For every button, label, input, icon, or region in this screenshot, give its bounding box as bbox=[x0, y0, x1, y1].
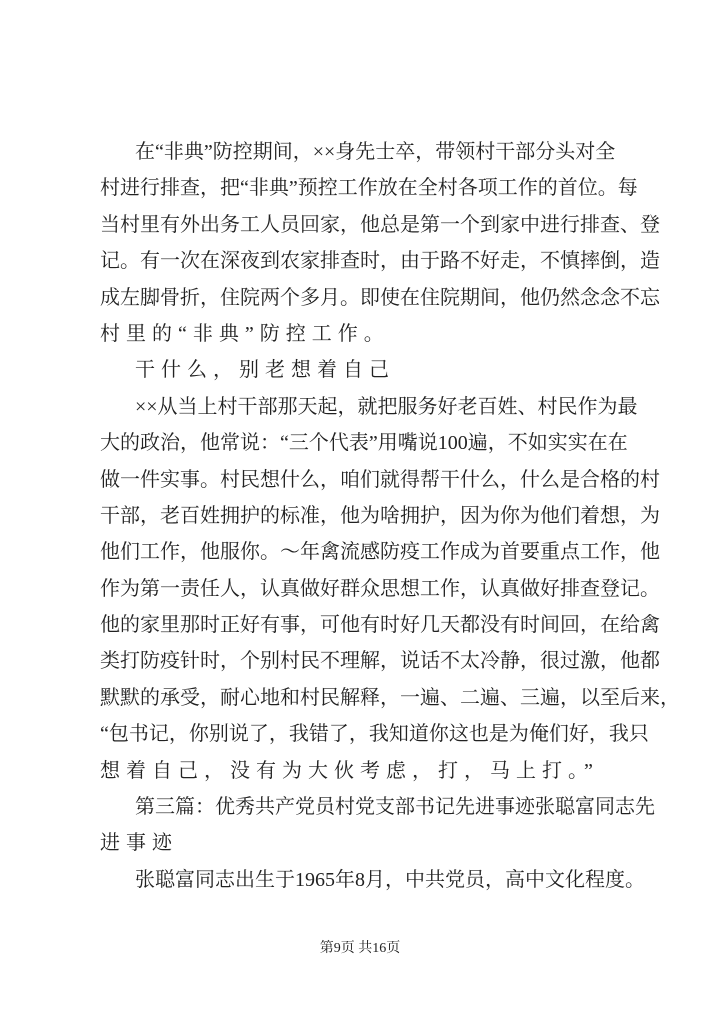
text-line: 张聪富同志出生于1965年8月，中共党员，高中文化程度。 bbox=[135, 868, 645, 891]
text-line: 做一件实事。村民想什么，咱们就得帮干什么，什么是合格的村 bbox=[100, 468, 660, 491]
text-line: 进事迹 bbox=[100, 832, 178, 855]
text-line: 干什么，别老想着自己 bbox=[135, 359, 395, 382]
document-body bbox=[100, 134, 680, 898]
text-line: 当村里有外出务工人员回家，他总是第一个到家中进行排查、登 bbox=[100, 213, 660, 236]
text-line: 他们工作，他服你。～年禽流感防疫工作成为首要重点工作，他 bbox=[100, 541, 660, 564]
text-line: 干部，老百姓拥护的标准，他为啥拥护，因为你为他们着想，为 bbox=[100, 504, 660, 527]
text-line: 第三篇：优秀共产党员村党支部书记先进事迹张聪富同志先 bbox=[135, 796, 655, 819]
text-line: 在“非典”防控期间，××身先士卒，带领村干部分头对全 bbox=[135, 141, 616, 163]
text-line: ××从当上村干部那天起，就把服务好老百姓、村民作为最 bbox=[135, 395, 638, 418]
text-line: 想着自己，没有为大伙考虑，打，马上打。” bbox=[100, 759, 599, 782]
text-line: 记。有一次在深夜到农家排查时，由于路不好走，不慎摔倒，造 bbox=[100, 250, 660, 273]
text-line: 村进行排查，把“非典”预控工作放在全村各项工作的首位。每 bbox=[100, 177, 638, 200]
text-line: 村里的“非典”防控工作。 bbox=[100, 322, 390, 345]
text-line: 大的政治，他常说：“三个代表”用嘴说100遍，不如实实在在 bbox=[100, 432, 628, 455]
text-line: 类打防疫针时，个别村民不理解，说话不太冷静，很过激，他都 bbox=[100, 650, 660, 673]
text-line: 默默的承受，耐心地和村民解释，一遍、二遍、三遍，以至后来， bbox=[100, 686, 680, 709]
text-line: 他的家里那时正好有事，可他有时好几天都没有时间回，在给禽 bbox=[100, 614, 660, 637]
page-footer: 第9页 共16页 bbox=[319, 941, 401, 956]
text-line: 成左脚骨折，住院两个多月。即使在住院期间，他仍然念念不忘 bbox=[100, 286, 660, 309]
text-line: 作为第一责任人，认真做好群众思想工作，认真做好排查登记。 bbox=[100, 577, 660, 600]
text-line: “包书记，你别说了，我错了，我知道你这也是为俺们好，我只 bbox=[100, 723, 649, 746]
